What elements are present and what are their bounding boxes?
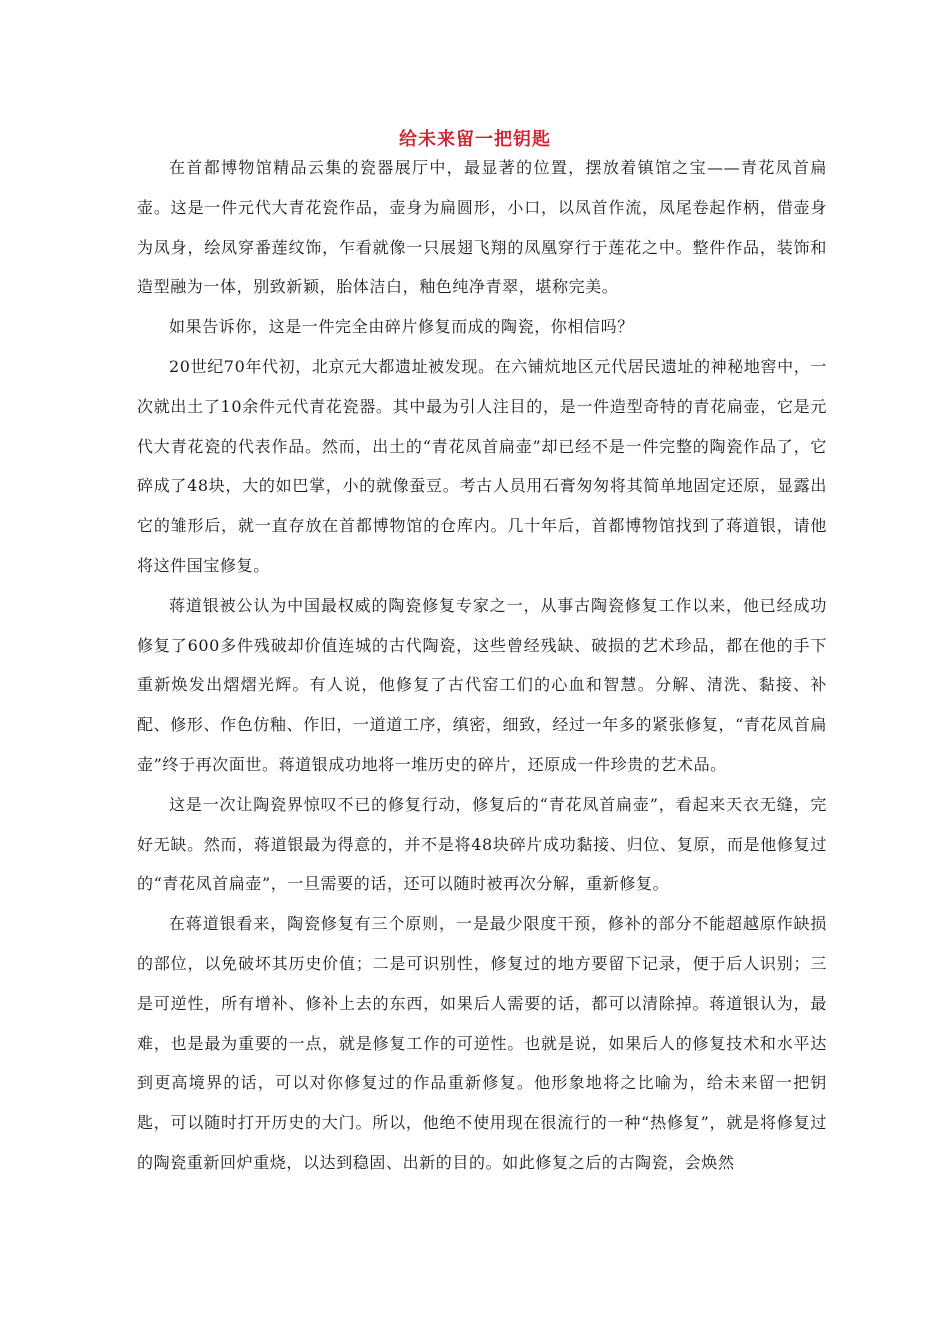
paragraph-2: 如果告诉你，这是一件完全由碎片修复而成的陶瓷，你相信吗？ xyxy=(169,317,634,337)
paragraph-6: 在蒋道银看来，陶瓷修复有三个原则，一是最少限度干预，修补的部分不能超越原作缺损的部位，以免破坏其历史价值；二是可识别性，修复过的地方要留下记录，便于后人识别；三是可逆性，所有增补、修补上去的东西，如果后人需要的话，都可以清除掉。蒋道银认为，最难，也是最为重要的一点，就是修复工作的可逆性。也就是说，如果后人的修复技术和水平达到更高境界的话，可以对你修复过的作品重新修复。他形象地将之比喻为，给未来留一把钥匙，可以随时打开历史的大门。所以，他绝不使用现在很流行的一种“热修复”，就是将修复过的陶瓷重新回炉重烧，以达到稳固、出新的目的。如此修复之后的古陶瓷，会焕然 xyxy=(137,914,827,1172)
paragraph-1: 在首都博物馆精品云集的瓷器展厅中，最显著的位置，摆放着镇馆之宝——青花凤首扁壶。这是一件元代大青花瓷作品，壶身为扁圆形，小口，以凤首作流，凤尾卷起作柄，借壶身为凤身，绘凤穿番莲纹饰，乍看就像一只展翅飞翔的凤凰穿行于莲花之中。整件作品，装饰和造型融为一体，别致新颖，胎体洁白，釉色纯净青翠，堪称完美。 xyxy=(137,158,827,297)
paragraph-4: 蒋道银被公认为中国最权威的陶瓷修复专家之一，从事古陶瓷修复工作以来，他已经成功修复了600多件残破却价值连城的古代陶瓷，这些曾经残缺、破损的艺术珍品，都在他的手下重新焕发出熠熠光辉。有人说，他修复了古代窑工们的心血和智慧。分解、清洗、黏接、补配、修形、作色仿釉、作旧，一道道工序，缜密，细致，经过一年多的紧张修复，“青花凤首扁壶”终于再次面世。蒋道银成功地将一堆历史的碎片，还原成一件珍贵的艺术品。 xyxy=(137,595,827,774)
paragraph-5: 这是一次让陶瓷界惊叹不已的修复行动，修复后的“青花凤首扁壶”，看起来天衣无缝，完好无缺。然而，蒋道银最为得意的，并不是将48块碎片成功黏接、归位、复原，而是他修复过的“青花凤首扁壶”，一旦需要的话，还可以随时被再次分解，重新修复。 xyxy=(137,794,827,894)
article-title: 给未来留一把钥匙 xyxy=(399,129,551,150)
paragraph-3: 20世纪70年代初，北京元大都遗址被发现。在六铺炕地区元代居民遗址的神秘地窖中，一次就出土了10余件元代青花瓷器。其中最为引人注目的，是一件造型奇特的青花扁壶，它是元代大青花瓷的代表作品。然而，出土的“青花凤首扁壶”却已经不是一件完整的陶瓷作品了，它碎成了48块，大的如巴掌，小的就像蚕豆。考古人员用石膏匆匆将其简单地固定还原，显露出它的雏形后，就一直存放在首都博物馆的仓库内。几十年后，首都博物馆找到了蒋道银，请他将这件国宝修复。 xyxy=(137,356,827,575)
article-body xyxy=(137,148,827,1183)
